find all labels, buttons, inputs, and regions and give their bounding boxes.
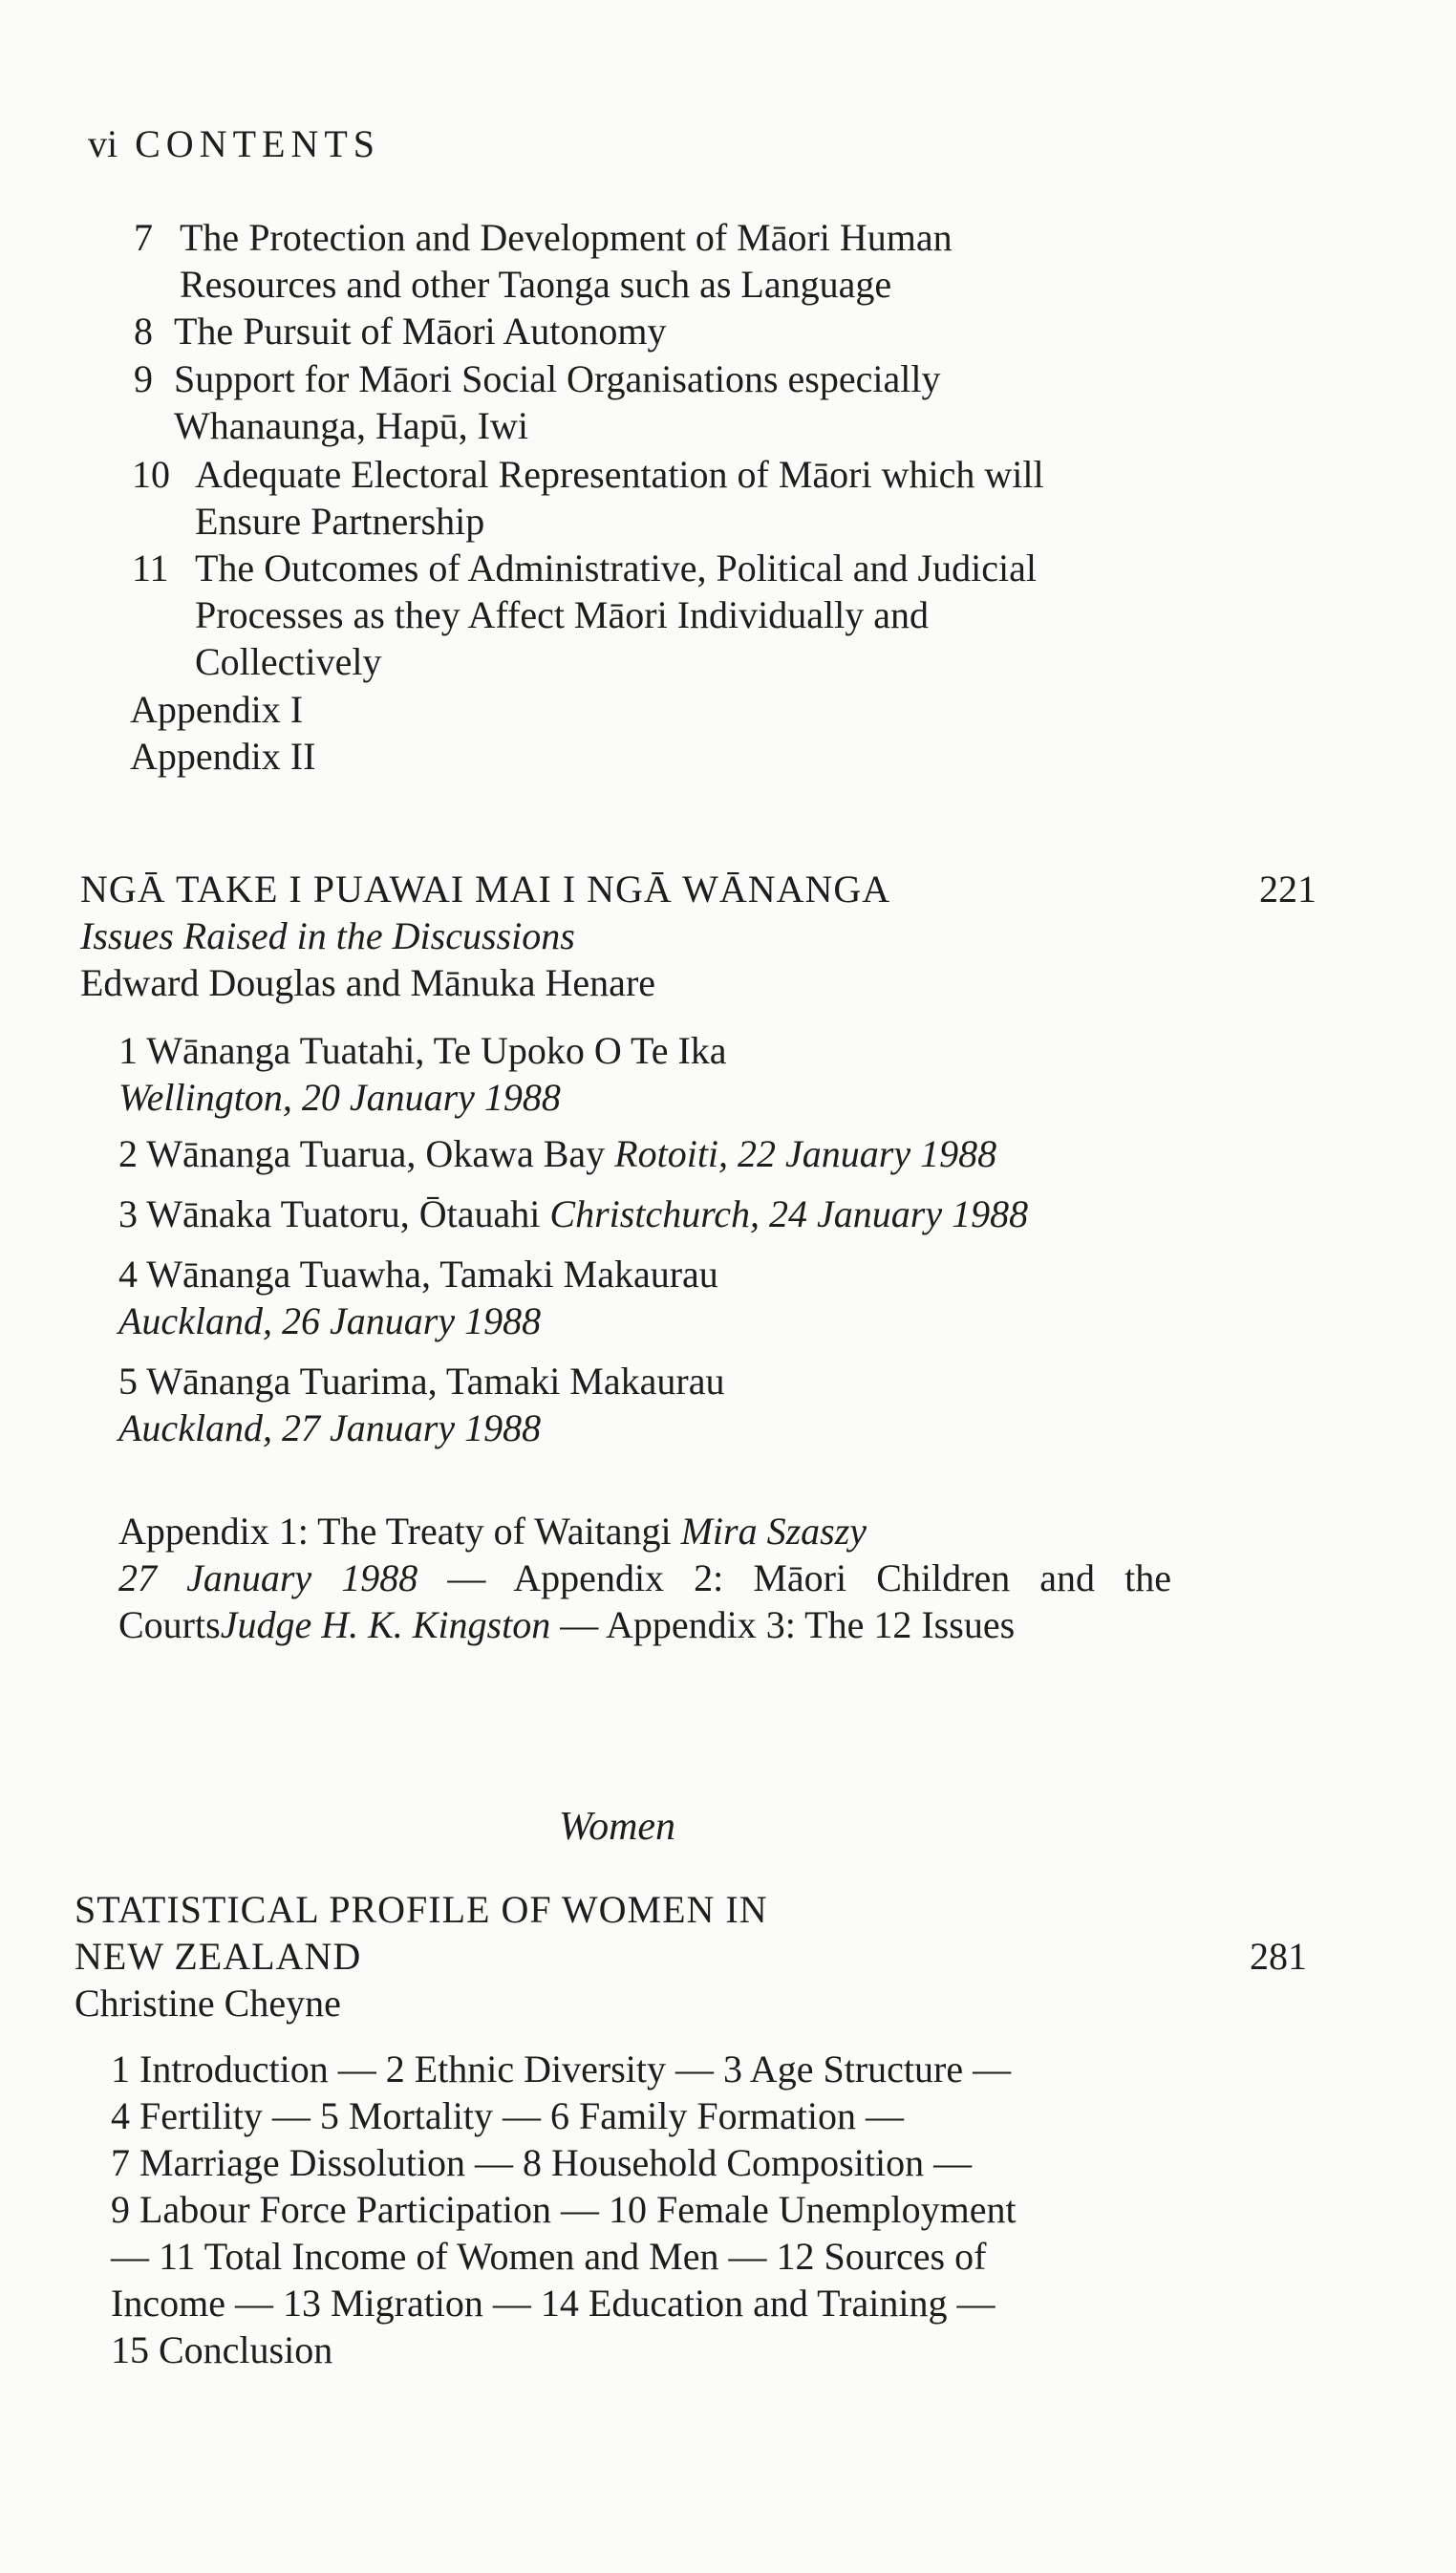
entry-page-number: 221 (1259, 868, 1317, 911)
item-line: The Outcomes of Administrative, Political and Judicial (195, 547, 1037, 590)
item-place: Wellington, 20 January 1988 (118, 1076, 561, 1119)
body-line: 15 Conclusion (111, 2328, 333, 2371)
appendix-text: Appendix 1: The Treaty of Waitangi (118, 1510, 672, 1553)
item-line: Collectively (195, 640, 382, 683)
item-number: 7 (134, 216, 153, 259)
appendix-line: Appendix I (130, 688, 304, 731)
item-line: Support for Māori Social Organisations especially (174, 357, 941, 400)
body-line: 9 Labour Force Participation — 10 Female Unemployment (111, 2188, 1017, 2231)
entry-body (0, 2046, 1456, 2373)
list-item (0, 355, 1456, 451)
entry-subtitle: Issues Raised in the Discussions (80, 914, 575, 957)
item-number: 8 (134, 310, 153, 353)
section-heading-women: Women (558, 1805, 676, 1849)
list-item (118, 1027, 1456, 1121)
item-text: Wānanga Tuatahi, Te Upoko O Te Ika (146, 1029, 727, 1072)
appendix-paragraph (118, 1508, 1171, 1648)
list-item (118, 1358, 1456, 1451)
list-item (118, 1130, 1456, 1177)
item-text: Wānanga Tuarima, Tamaki Makaurau (146, 1360, 725, 1403)
running-head-label: CONTENTS (135, 122, 381, 165)
item-number: 4 (118, 1253, 138, 1296)
contents-entry-nga-take (0, 866, 1456, 1646)
list-item (0, 451, 1456, 545)
separator-dash: — (560, 1603, 599, 1646)
entry-title-line: NEW ZEALAND (75, 1935, 362, 1978)
wananga-list (0, 1027, 1456, 1451)
item-place: Auckland, 27 January 1988 (118, 1406, 542, 1449)
appendix-list (0, 686, 1456, 780)
item-line: Adequate Electoral Representation of Māori which will (195, 453, 1044, 496)
entry-authors: Edward Douglas and Mānuka Henare (80, 961, 656, 1004)
item-number: 11 (132, 547, 169, 590)
item-number: 3 (118, 1192, 138, 1235)
body-line: 7 Marriage Dissolution — 8 Household Composition — (111, 2141, 973, 2184)
appendix-text: Appendix 3: The 12 Issues (606, 1603, 1016, 1646)
item-text: Wānaka Tuatoru, Ōtauahi (146, 1192, 541, 1235)
item-place: Christchurch, 24 January 1988 (549, 1192, 1029, 1235)
item-place: Auckland, 26 January 1988 (118, 1299, 542, 1342)
contents-entry-statistical-profile (0, 1886, 1456, 2373)
item-number: 2 (118, 1132, 138, 1175)
appendix-author: Mira Szaszy (680, 1510, 867, 1553)
item-number: 9 (134, 357, 153, 400)
item-line: Processes as they Affect Māori Individually and (195, 593, 929, 636)
item-line: Resources and other Taonga such as Language (180, 263, 892, 306)
running-head (88, 120, 380, 167)
item-text: Wānanga Tuawha, Tamaki Makaurau (146, 1253, 718, 1296)
item-number: 10 (132, 453, 170, 496)
appendix-line: Appendix II (130, 735, 316, 778)
page-folio: vi (88, 122, 118, 165)
entry-page-number: 281 (1250, 1935, 1307, 1978)
appendix-text: Appendix 2: Māori Children and the (513, 1556, 1172, 1599)
body-line: — 11 Total Income of Women and Men — 12 Sources of (111, 2235, 987, 2278)
item-line: The Protection and Development of Māori Human (180, 216, 953, 259)
appendix-text: Courts (118, 1603, 221, 1646)
body-line: 4 Fertility — 5 Mortality — 6 Family Formation — (111, 2094, 904, 2137)
list-item (118, 1190, 1456, 1237)
entry-title: NGĀ TAKE I PUAWAI MAI I NGĀ WĀNANGA (80, 868, 891, 911)
body-line: Income — 13 Migration — 14 Education and Training — (111, 2282, 996, 2325)
separator-dash: — (447, 1556, 486, 1599)
list-item (0, 308, 1456, 355)
item-number: 5 (118, 1360, 138, 1403)
list-item (0, 545, 1456, 686)
item-text: Wānanga Tuarua, Okawa Bay (146, 1132, 606, 1175)
entry-title-line: STATISTICAL PROFILE OF WOMEN IN (75, 1888, 768, 1931)
appendix-date: 27 January 1988 (118, 1556, 418, 1599)
entry-authors: Christine Cheyne (75, 1982, 341, 2025)
item-line: Whanaunga, Hapū, Iwi (174, 404, 528, 447)
continued-chapter-list (0, 214, 1456, 780)
item-number: 1 (118, 1029, 138, 1072)
item-place: Rotoiti, 22 January 1988 (614, 1132, 997, 1175)
body-line: 1 Introduction — 2 Ethnic Diversity — 3 Age Structure — (111, 2048, 1012, 2091)
appendix-author: Judge H. K. Kingston (220, 1603, 551, 1646)
list-item (118, 1251, 1456, 1344)
item-line: Ensure Partnership (195, 500, 485, 543)
item-line: The Pursuit of Māori Autonomy (174, 310, 667, 353)
list-item (0, 214, 1456, 308)
